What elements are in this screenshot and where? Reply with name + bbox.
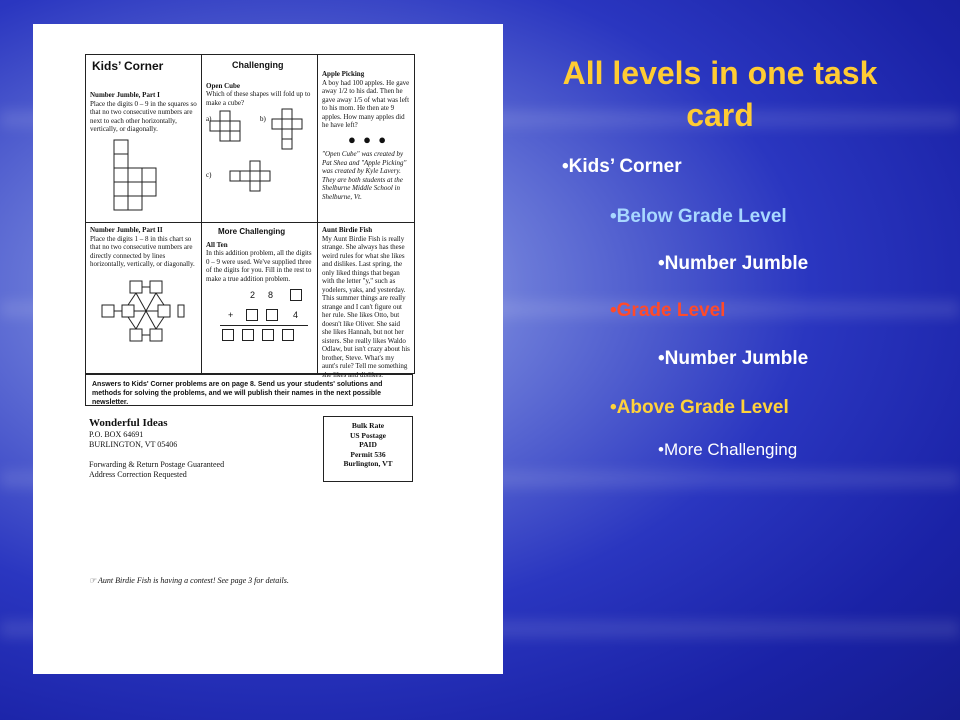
bulk-rate-box bbox=[323, 416, 413, 482]
nj1-text: Place the digits 0 – 9 in the squares so that no two consecutive numbers are next to each other horizontally, vertically, or diagonally. bbox=[90, 99, 197, 133]
bulk-line: Burlington, VT bbox=[343, 459, 393, 468]
bullet-number-jumble-1: •Number Jumble bbox=[658, 253, 809, 274]
bulk-line: US Postage bbox=[349, 430, 387, 440]
apple-title: Apple Picking bbox=[322, 70, 365, 78]
more-challenging-label: More Challenging bbox=[218, 227, 286, 236]
bullet-above-grade-level: •Above Grade Level bbox=[610, 397, 789, 418]
number-jumble-2-cell bbox=[86, 223, 202, 373]
challenging-label: Challenging bbox=[232, 60, 284, 70]
birdie-text: My Aunt Birdie Fish is really strange. She always has these weird rules for what she likes and dislikes. Last spring, the only liked things that began with the letter "y," such as yodelers, yaks, and yesterday. This summer things are really strange and I can't figure out her rule. She likes Otto, but doesn't like Oliver. She said she likes Hannah, but not her sisters. She really likes Waldo Odlaw, but isn't crazy about his brother, Steve. What's my aunt's rule? Tell me something she likes and dislikes. bbox=[322, 234, 410, 379]
blank-square bbox=[222, 329, 234, 341]
bullet-number-jumble-2: •Number Jumble bbox=[658, 348, 809, 369]
digit-8: 8 bbox=[268, 290, 274, 300]
birdie-title: Aunt Birdie Fish bbox=[322, 226, 373, 234]
nj1-title: Number Jumble, Part I bbox=[90, 91, 160, 99]
contest-text: Aunt Birdie Fish is having a contest! See page 3 for details. bbox=[98, 576, 289, 585]
nj2-text: Place the digits 1 – 8 in this chart so that no two consecutive numbers are directly connected by lines horizontally, vertically, or diagonally. bbox=[90, 234, 195, 268]
bullet-kids-corner: •Kids’ Corner bbox=[562, 156, 682, 177]
bullet-below-grade-level: •Below Grade Level bbox=[610, 206, 787, 227]
apple-text: A boy had 100 apples. He gave away 1/2 to his dad. Then he gave away 1/5 of what was left to his mom. He then ate 9 apples. How many apples did he have left? bbox=[322, 78, 410, 129]
apple-icons: ● ● ● bbox=[348, 131, 389, 147]
credit-text: "Open Cube" was created by Pat Shea and "Apple Picking" was created by Kyle Lavery. They are both students at the Shelburne Middle School in Shelburne, Vt. bbox=[322, 150, 407, 201]
svg-text:a): a) bbox=[206, 115, 212, 123]
wi-box: P.O. BOX 64691 bbox=[89, 430, 144, 439]
pointing-hand-icon: ☞ bbox=[89, 576, 99, 585]
bulk-line: PAID bbox=[359, 440, 377, 449]
open-cube-title: Open Cube bbox=[206, 81, 241, 90]
open-cube-cell bbox=[202, 55, 318, 223]
wi-address-correction: Address Correction Requested bbox=[89, 470, 187, 479]
apple-picking-cell bbox=[318, 55, 414, 223]
blank-square bbox=[282, 329, 294, 341]
number-jumble-1-cell bbox=[86, 55, 202, 223]
addition-problem bbox=[206, 283, 313, 353]
nj1-squares bbox=[114, 140, 174, 210]
bullet-grade-level: •Grade Level bbox=[610, 300, 726, 321]
contest-note bbox=[89, 576, 289, 585]
bullet-more-challenging: •More Challenging bbox=[658, 440, 798, 459]
nj2-title: Number Jumble, Part II bbox=[90, 226, 163, 234]
plus-sign: + bbox=[228, 310, 234, 320]
wi-forwarding: Forwarding & Return Postage Guaranteed bbox=[89, 460, 225, 469]
slide-heading: All levels in one task card bbox=[562, 55, 878, 133]
cube-nets bbox=[206, 107, 314, 207]
all-ten-text: In this addition problem, all the digits 0 – 9 were used. We've supplied three of the digits for you. Fill in the rest to make a true addition problem. bbox=[206, 249, 312, 283]
svg-text:c): c) bbox=[206, 171, 212, 179]
digit-4: 4 bbox=[293, 310, 299, 320]
return-address bbox=[89, 416, 224, 480]
nj2-chart bbox=[98, 277, 188, 357]
blank-square bbox=[262, 329, 274, 341]
blank-square bbox=[290, 289, 302, 301]
all-ten-cell bbox=[202, 223, 318, 373]
aunt-birdie-cell bbox=[318, 223, 414, 379]
svg-text:b): b) bbox=[260, 115, 266, 123]
wi-city: BURLINGTON, VT 05406 bbox=[89, 440, 178, 449]
digit-2: 2 bbox=[250, 290, 256, 300]
open-cube-text: Which of these shapes will fold up to make a cube? bbox=[206, 90, 311, 107]
wi-title: Wonderful Ideas bbox=[89, 417, 168, 429]
blank-square bbox=[242, 329, 254, 341]
bulk-line: Permit 536 bbox=[350, 449, 386, 459]
kids-corner-grid bbox=[85, 54, 415, 379]
blank-square bbox=[246, 309, 258, 321]
all-ten-title: All Ten bbox=[206, 240, 228, 249]
blank-square bbox=[266, 309, 278, 321]
answers-note: Answers to Kids' Corner problems are on page 8. Send us your students' solutions and methods for solving the problems, and we will publish their names in the next possible newsletter. bbox=[85, 374, 413, 406]
bulk-line: Bulk Rate bbox=[351, 421, 385, 430]
task-card-document bbox=[33, 24, 503, 674]
kids-corner-label: Kids’ Corner bbox=[92, 59, 164, 73]
